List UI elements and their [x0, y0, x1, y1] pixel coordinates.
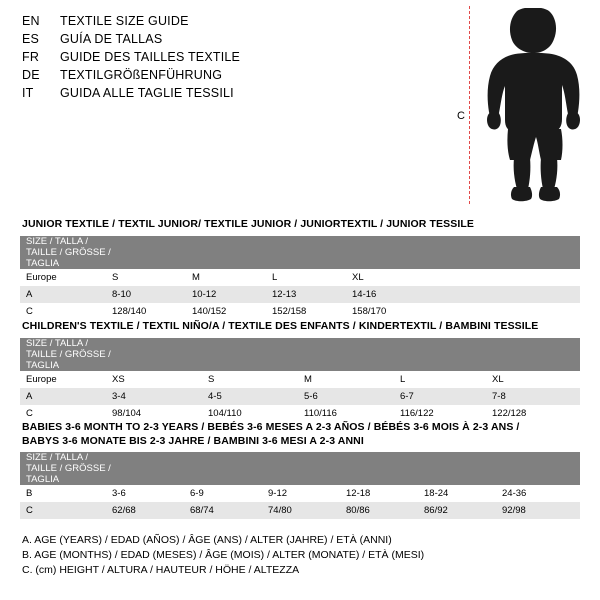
language-title: TEXTILGRÖßENFÜHRUNG [60, 68, 223, 82]
cell: 4-5 [208, 388, 304, 405]
section-title-children: CHILDREN'S TEXTILE / TEXTIL NIÑO/A / TEXTILE DES ENFANTS / KINDERTEXTIL / BAMBINI TESSILE [22, 320, 539, 332]
cell: 116/122 [400, 405, 492, 422]
row-label: Europe [20, 371, 112, 388]
cell: 68/74 [190, 502, 268, 519]
cell: 7-8 [492, 388, 580, 405]
row-label: C [20, 303, 112, 320]
cell: 74/80 [268, 502, 346, 519]
row-label: B [20, 485, 112, 502]
row-label: C [20, 502, 112, 519]
cell: 6-7 [400, 388, 492, 405]
header-size-label: SIZE / TALLA / TAILLE / GRÖSSE / TAGLIA [20, 338, 112, 371]
legend-line-c: C. (cm) HEIGHT / ALTURA / HAUTEUR / HÖHE / ALTEZZA [22, 564, 300, 576]
cell: 12-13 [272, 286, 352, 303]
row-label: C [20, 405, 112, 422]
language-code: ES [22, 32, 40, 46]
toddler-silhouette-icon [481, 8, 589, 204]
cell: 14-16 [352, 286, 432, 303]
cell: 24-36 [502, 485, 580, 502]
legend-line-b: B. AGE (MONTHS) / EDAD (MESES) / ÂGE (MOIS) / ALTER (MONATE) / ETÀ (MESI) [22, 549, 425, 561]
cell: 8-10 [112, 286, 192, 303]
cell: XS [112, 371, 208, 388]
cell: 158/170 [352, 303, 432, 320]
cell: L [400, 371, 492, 388]
cell: 122/128 [492, 405, 580, 422]
header-size-label: SIZE / TALLA / TAILLE / GRÖSSE / TAGLIA [20, 452, 112, 485]
language-row [22, 14, 342, 32]
children-size-table [20, 338, 580, 422]
language-row [22, 86, 342, 104]
language-code: DE [22, 68, 40, 82]
height-measure-figure [445, 6, 590, 206]
cell: 5-6 [304, 388, 400, 405]
cell: L [272, 269, 352, 286]
cell: M [192, 269, 272, 286]
language-row [22, 32, 342, 50]
language-title: GUÍA DE TALLAS [60, 32, 163, 46]
section-title-babies-line1: BABIES 3-6 MONTH TO 2-3 YEARS / BEBÉS 3-6 MESES A 2-3 AÑOS / BÉBÉS 3-6 MOIS À 2-3 ANS / [22, 421, 520, 433]
measure-label-c: C [457, 110, 465, 122]
cell: 10-12 [192, 286, 272, 303]
cell: 18-24 [424, 485, 502, 502]
cell: 152/158 [272, 303, 352, 320]
language-title-block [22, 14, 342, 104]
cell: 6-9 [190, 485, 268, 502]
language-title: GUIDA ALLE TAGLIE TESSILI [60, 86, 234, 100]
cell: 62/68 [112, 502, 190, 519]
junior-size-table [20, 236, 580, 320]
cell: 9-12 [268, 485, 346, 502]
table-row [20, 303, 580, 320]
table-header-row [20, 236, 580, 269]
cell: XL [352, 269, 432, 286]
section-title-babies-line2: BABYS 3-6 MONATE BIS 2-3 JAHRE / BAMBINI 3-6 MESI A 2-3 ANNI [22, 435, 364, 447]
cell: 110/116 [304, 405, 400, 422]
cell: 104/110 [208, 405, 304, 422]
row-label: A [20, 388, 112, 405]
row-label: Europe [20, 269, 112, 286]
language-code: IT [22, 86, 34, 100]
header-size-label: SIZE / TALLA / TAILLE / GRÖSSE / TAGLIA [20, 236, 112, 269]
table-header-row [20, 452, 580, 485]
cell: 86/92 [424, 502, 502, 519]
language-code: EN [22, 14, 40, 28]
cell: 80/86 [346, 502, 424, 519]
cell: S [112, 269, 192, 286]
height-dashed-line [469, 6, 470, 204]
section-title-junior: JUNIOR TEXTILE / TEXTIL JUNIOR/ TEXTILE JUNIOR / JUNIORTEXTIL / JUNIOR TESSILE [22, 218, 474, 230]
section-title-babies [22, 420, 519, 448]
babies-size-table [20, 452, 580, 519]
table-header-row [20, 338, 580, 371]
legend-block [22, 533, 582, 578]
cell: 12-18 [346, 485, 424, 502]
language-code: FR [22, 50, 40, 64]
table-row [20, 269, 580, 286]
table-row [20, 388, 580, 405]
row-label: A [20, 286, 112, 303]
cell: S [208, 371, 304, 388]
cell: XL [492, 371, 580, 388]
language-title: TEXTILE SIZE GUIDE [60, 14, 189, 28]
language-title: GUIDE DES TAILLES TEXTILE [60, 50, 241, 64]
cell: 140/152 [192, 303, 272, 320]
cell: 98/104 [112, 405, 208, 422]
cell: 92/98 [502, 502, 580, 519]
cell: M [304, 371, 400, 388]
cell: 3-4 [112, 388, 208, 405]
language-row [22, 50, 342, 68]
table-row [20, 502, 580, 519]
table-row [20, 371, 580, 388]
cell: 128/140 [112, 303, 192, 320]
cell: 3-6 [112, 485, 190, 502]
table-row [20, 286, 580, 303]
table-row [20, 485, 580, 502]
language-row [22, 68, 342, 86]
legend-line-a: A. AGE (YEARS) / EDAD (AÑOS) / ÂGE (ANS) / ALTER (JAHRE) / ETÀ (ANNI) [22, 534, 392, 546]
